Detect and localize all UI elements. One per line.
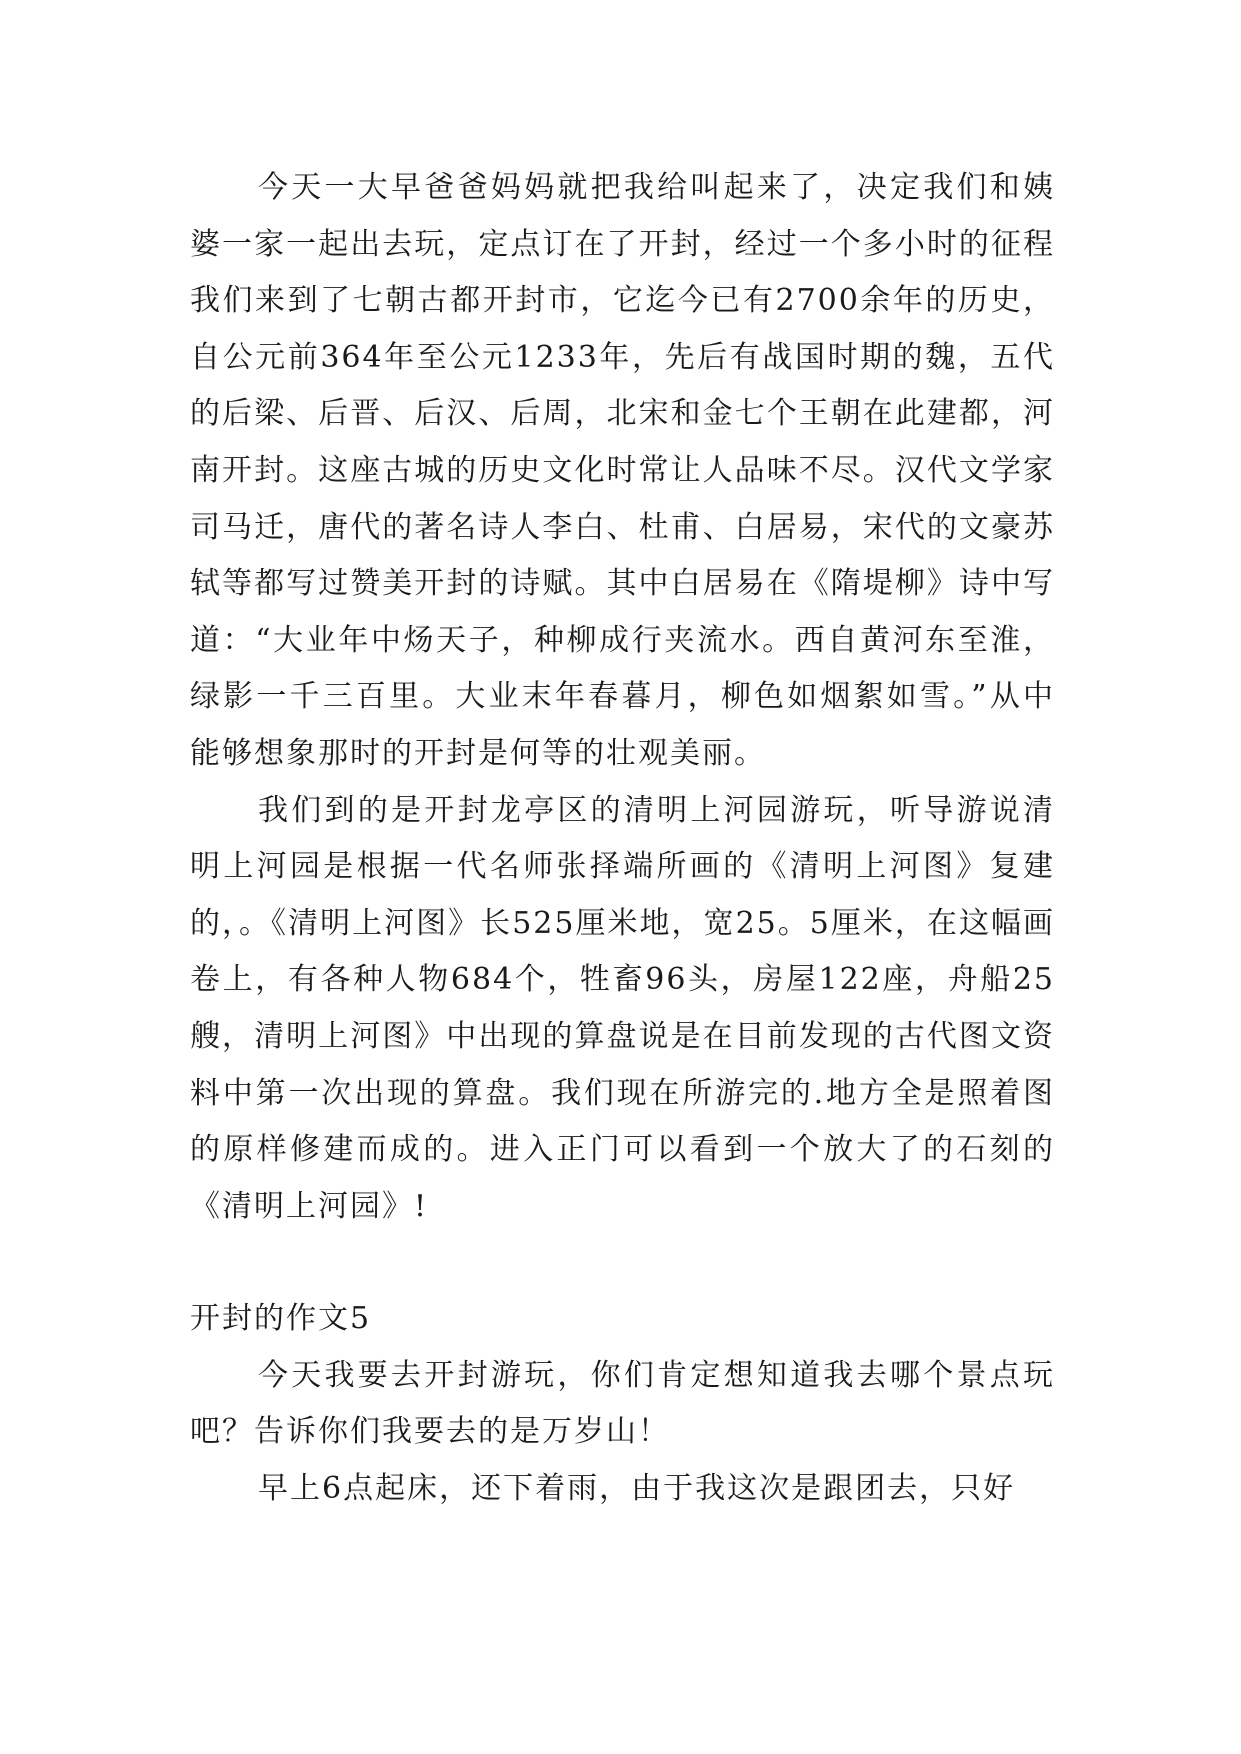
paragraph-kaifeng-history: 今天一大早爸爸妈妈就把我给叫起来了，决定我们和姨婆一家一起出去玩，定点订在了开封，经过一个多小时的征程我们来到了七朝古都开封市，它迄今已有2700余年的历史，自公元前364年至公元1233年，先后有战国时期的魏，五代的后梁、后晋、后汉、后周，北宋和金七个王朝在此建都，河南开封。这座古城的历史文化时常让人品味不尽。汉代文学家司马迁，唐代的著名诗人李白、杜甫、白居易，宋代的文豪苏轼等都写过赞美开封的诗赋。其中白居易在《隋堤柳》诗中写道：“大业年中炀天子，种柳成行夹流水。西自黄河东至淮，绿影一千三百里。大业末年春暮月，柳色如烟絮如雪。”从中能够想象那时的开封是何等的壮观美丽。 bbox=[190, 170, 1055, 771]
document-body bbox=[190, 160, 1055, 1518]
paragraph-wansui-intro: 今天我要去开封游玩，你们肯定想知道我去哪个景点玩吧？告诉你们我要去的是万岁山！ bbox=[190, 1357, 1055, 1450]
paragraph-morning: 早上6点起床，还下着雨，由于我这次是跟团去，只好 bbox=[258, 1471, 1016, 1507]
section-title: 开封的作文5 bbox=[190, 1301, 372, 1337]
section-spacer bbox=[190, 1235, 1055, 1291]
paragraph-qingming-park: 我们到的是开封龙亭区的清明上河园游玩，听导游说清明上河园是根据一代名师张择端所画的《清明上河图》复建的，。《清明上河图》长525厘米地，宽25。5厘米，在这幅画卷上，有各种人物684个，牲畜96头，房屋122座，舟船25艘，清明上河图》中出现的算盘说是在目前发现的古代图文资料中第一次出现的算盘。我们现在所游完的.地方全是照着图的原样修建而成的。进入正门可以看到一个放大了的石刻的《清明上河园》! bbox=[190, 792, 1055, 1224]
